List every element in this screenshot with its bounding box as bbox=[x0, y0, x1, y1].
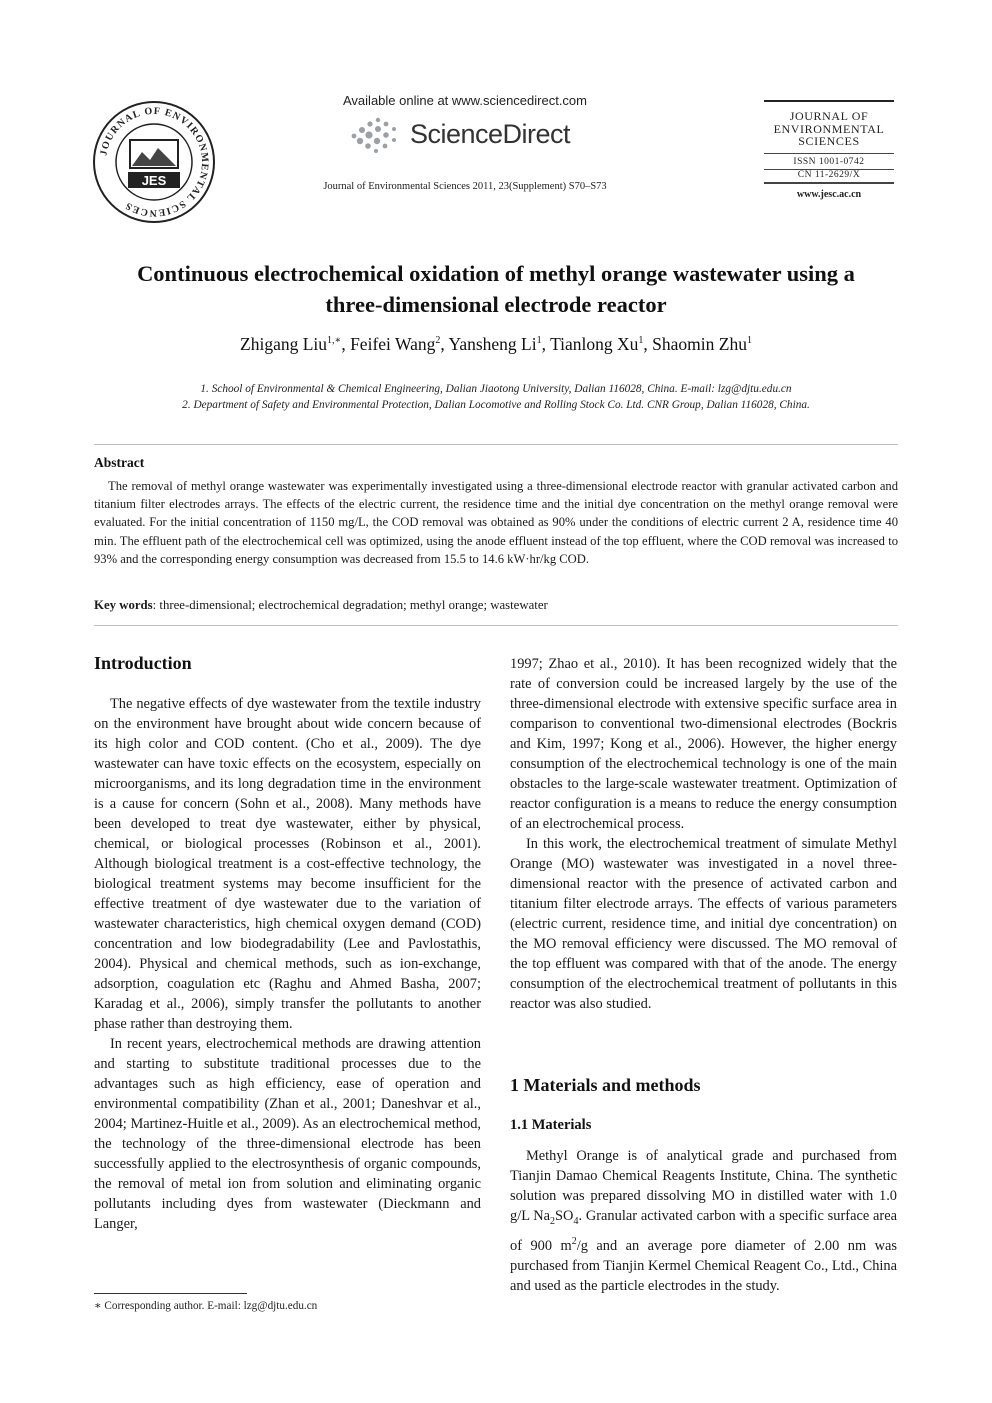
journal-citation: Journal of Environmental Sciences 2011, 23(Supplement) S70–S73 bbox=[323, 181, 607, 192]
right-column-body bbox=[510, 654, 897, 1014]
paragraph: In this work, the electrochemical treatment of simulate Methyl Orange (MO) wastewater was investigated in a novel three-dimensional reactor with the presence of activated carbon and titanium filter electrode arrays. The effects of various parameters (electric current, residence time, and initial dye concentration) on the MO removal efficiency were discussed. The MO removal of the top effluent was compared with that of the anode. The energy consumption of the electrochemical treatment of pollutants in this reactor was also studied. bbox=[510, 836, 897, 1012]
section-1-1-heading: 1.1 Materials bbox=[510, 1117, 592, 1133]
author: Tianlong Xu$^1$, bbox=[550, 334, 653, 354]
paper-title bbox=[60, 258, 932, 320]
author: Feifei Wang$^2$, bbox=[350, 334, 449, 354]
journal-name-line1: JOURNAL OF bbox=[789, 109, 869, 123]
paragraph: In recent years, electrochemical methods are drawing attention and starting to substitute traditional processes due to the advantages such as high efficiency, ease of operation and environmental compatibility (Zhan et al., 2001; Daneshvar et al., 2004; Martinez-Huitle et al., 2009). As an electrochemical method, the technology of the three-dimensional electrode has been successfully applied to the electrosynthesis of organic compounds, the removal of metal ion from solution and eliminating organic pollutants including dyes from wastewater (Dieckmann and Langer, bbox=[94, 1036, 481, 1232]
sciencedirect-logo bbox=[348, 113, 598, 155]
author: Shaomin Zhu$^1$ bbox=[652, 334, 752, 354]
affiliation-2: 2. Department of Safety and Environmental Protection, Dalian Locomotive and Rolling Stock Co. Ltd. CNR Group, Dalian 116028, China. bbox=[182, 399, 810, 411]
keywords bbox=[94, 598, 898, 613]
available-online-text: Available online at www.sciencedirect.com bbox=[343, 93, 587, 108]
section-1-heading: 1 Materials and methods bbox=[510, 1075, 701, 1095]
abstract-heading: Abstract bbox=[94, 455, 145, 470]
jes-journal-logo bbox=[92, 100, 216, 224]
keywords-label: Key words bbox=[94, 598, 153, 612]
journal-url: www.jesc.ac.cn bbox=[796, 188, 862, 200]
paragraph: 1997; Zhao et al., 2010). It has been recognized widely that the rate of conversion could be increased largely by the use of the three-dimensional electrode with extensive specific surface area in comparison to conventional two-dimensional electrodes (Bockris and Kim, 1997; Kong et al., 2006). However, the higher energy consumption of the electrochemical technology is one of the main obstacles to the large-scale wastewater treatment. Optimization of reactor configuration is a means to reduce the energy consumption of an electrochemical process. bbox=[510, 656, 897, 832]
journal-name-box bbox=[764, 100, 894, 200]
divider bbox=[94, 444, 898, 445]
title-line-2: three-dimensional electrode reactor bbox=[325, 292, 667, 317]
logo-text: JES bbox=[141, 173, 167, 188]
sciencedirect-wordmark: ScienceDirect bbox=[410, 118, 571, 149]
journal-name-line2: ENVIRONMENTAL bbox=[773, 121, 885, 136]
paragraph: The negative effects of dye wastewater from the textile industry on the environment have brought about wide concern because of its high color and COD content. (Cho et al., 2009). The dye wastewater can have toxic effects on the ecosystem, especially on microorganisms, and its long degradation time in the environment is a cause for concern (Sohn et al., 2008). Many methods have been developed to treat dye wastewater, either by physical, chemical, or biological processes (Robinson et al., 2001). Although biological treatment is a cost-effective technology, the biological treatment systems may become insufficient for the effective treatment of dye wastewater due to the variation of wastewater characteristics, high chemical oxygen demand (COD) concentration and low biodegradability (Lee and Pavlostathis, 2004). Physical and chemical methods, such as ion-exchange, adsorption, coagulation etc (Raghu and Ahmed Basha, 2007; Karadag et al., 2006), simply transfer the pollutants to another phase rather than destroying them. bbox=[94, 696, 481, 1032]
author-list bbox=[60, 334, 932, 355]
journal-cn: CN 11-2629/X bbox=[797, 169, 861, 180]
author: Yansheng Li$^1$, bbox=[448, 334, 551, 354]
affiliation-1: 1. School of Environmental & Chemical Engineering, Dalian Jiaotong University, Dalian 116028, China. E-mail: lzg@djtu.edu.cn bbox=[200, 383, 792, 395]
paragraph: Methyl Orange is of analytical grade and purchased from Tianjin Damao Chemical Reagents Institute, China. The synthetic solution was prepared dissolving MO in distilled water with 1.0 g/L $Na_2SO_4$. Granular activated carbon with a specific surface area of 900 $m^2/g$ and an average pore diameter of 2.00 nm was purchased from Tianjin Kermel Chemical Reagent Co., Ltd., China and used as the particle electrodes in the study. bbox=[510, 1148, 898, 1294]
abstract-text: The removal of methyl orange wastewater was experimentally investigated using a three-dimensional electrode reactor with granular activated carbon and titanium filter electrodes arrays. The effects of the electric current, the residence time and the initial dye concentration on the methyl orange removal were evaluated. For the initial concentration of 1150 mg/L, the COD removal was obtained as 90% under the conditions of electric current 2 A, residence time 40 min. The effluent path of the electrochemical cell was optimized, using the anode effluent instead of the top effluent, where the COD removal was increased to 93% and the corresponding energy consumption was decreased from 15.5 to 14.6 kW·hr/kg COD. bbox=[94, 479, 898, 566]
logo-ring-text: JOURNAL OF ENVIRONMENTAL SCIENCES bbox=[98, 105, 211, 219]
footnote-rule bbox=[94, 1293, 247, 1294]
author: Zhigang Liu$^{1,∗}$, bbox=[240, 334, 351, 354]
materials-body bbox=[510, 1146, 897, 1296]
journal-issn: ISSN 1001-0742 bbox=[793, 156, 865, 167]
divider bbox=[94, 625, 898, 626]
keywords-text: : three-dimensional; electrochemical degradation; methyl orange; wastewater bbox=[152, 598, 548, 612]
introduction-heading: Introduction bbox=[94, 653, 192, 673]
corresponding-author-footnote: ∗ Corresponding author. E-mail: lzg@djtu.edu.cn bbox=[94, 1300, 318, 1312]
journal-name-line3: SCIENCES bbox=[798, 134, 860, 148]
introduction-body bbox=[94, 694, 481, 1234]
title-line-1: Continuous electrochemical oxidation of methyl orange wastewater using a bbox=[137, 261, 855, 286]
sciencedirect-dots-icon bbox=[348, 114, 404, 154]
